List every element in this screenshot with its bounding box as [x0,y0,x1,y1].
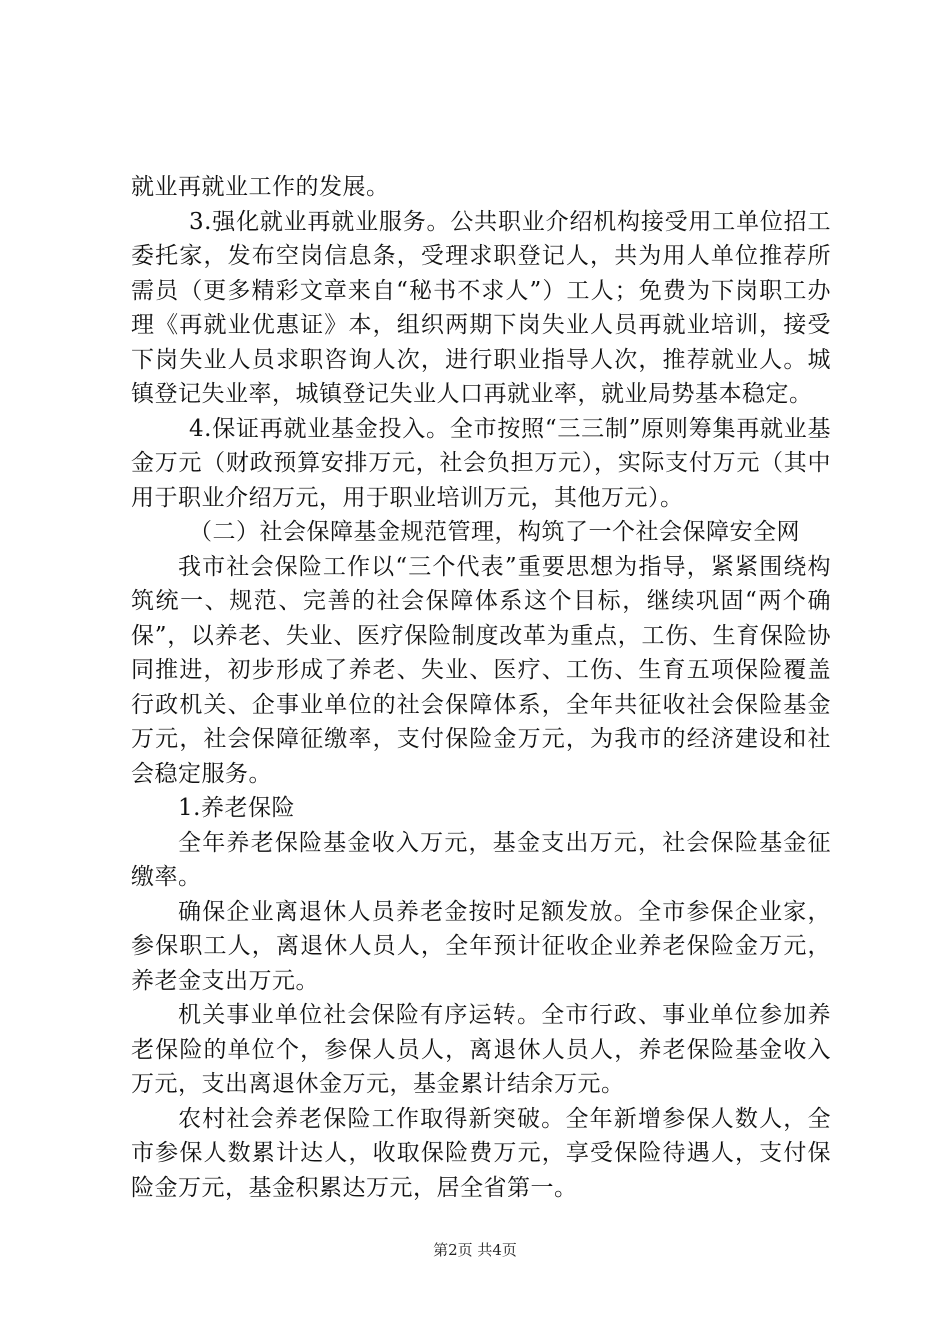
section-heading-social-security: （二）社会保障基金规范管理，构筑了一个社会保障安全网 [189,519,800,545]
paragraph-employment-service: 3.强化就业再就业服务。公共职业介绍机构接受用工单位招工委托家，发布空岗信息条，受理求职登记人，共为用人单位推荐所需员（更多精彩文章来自“秘书不求人”）工人；免费为下岗职工办理《再就业优惠证》本，组织两期下岗失业人员再就业培训，接受下岗失业人员求职咨询人次，进行职业指导人次，推荐就业人。城镇登记失业率，城镇登记失业人口再就业率，就业局势基本稳定。 [131,208,831,407]
paragraph-rural-pension: 农村社会养老保险工作取得新突破。全年新增参保人数人，全市参保人数累计达人，收取保险费万元，享受保险待遇人，支付保险金万元，基金积累达万元，居全省第一。 [131,1105,831,1201]
page-number-footer: 第2页 共4页 [433,1241,517,1259]
document-body [131,170,831,1205]
subheading-pension-insurance: 1.养老保险 [178,795,295,821]
paragraph-continuation: 就业再就业工作的发展。 [131,174,390,200]
paragraph-reemployment-fund: 4.保证再就业基金投入。全市按照“三三制”原则筹集再就业基金万元（财政预算安排万元，社会负担万元），实际支付万元（其中用于职业介绍万元，用于职业培训万元，其他万元）。 [131,415,831,511]
paragraph-social-insurance-overview: 我市社会保险工作以“三个代表”重要思想为指导，紧紧围绕构筑统一、规范、完善的社会保障体系这个目标，继续巩固“两个确保”，以养老、失业、医疗保险制度改革为重点，工伤、生育保险协同推进，初步形成了养老、失业、医疗、工伤、生育五项保险覆盖行政机关、企事业单位的社会保障体系，全年共征收社会保险基金万元，社会保障征缴率，支付保险金万元，为我市的经济建设和社会稳定服务。 [131,553,831,787]
paragraph-enterprise-pension: 确保企业离退休人员养老金按时足额发放。全市参保企业家，参保职工人，离退休人员人，全年预计征收企业养老保险金万元，养老金支出万元。 [131,898,831,994]
paragraph-institution-insurance: 机关事业单位社会保险有序运转。全市行政、事业单位参加养老保险的单位个，参保人员人，离退休人员人，养老保险基金收入万元，支出离退休金万元，基金累计结余万元。 [131,1002,831,1097]
paragraph-pension-fund: 全年养老保险基金收入万元，基金支出万元，社会保险基金征缴率。 [131,829,831,890]
